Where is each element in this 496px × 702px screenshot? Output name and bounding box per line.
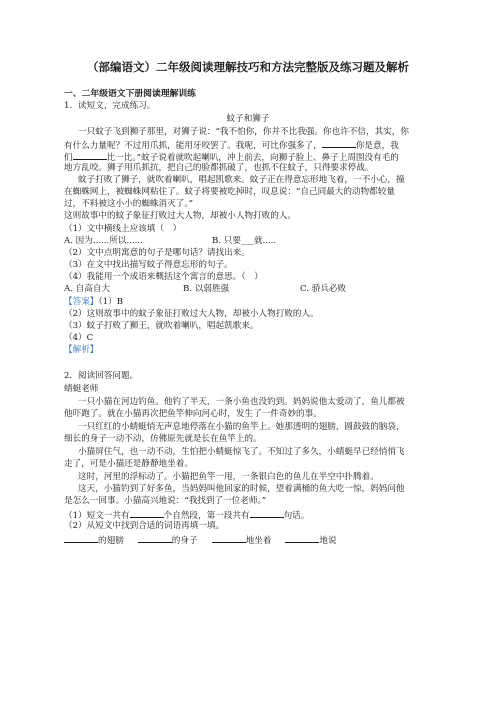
q1-sub2: （2）文中点明寓意的句子是哪句话？请找出来。	[64, 248, 250, 258]
answer-3: （3）蚊子打败了狮王，就吹着喇叭，唱起凯歌来。	[64, 321, 259, 331]
q2-intro: 2．阅读回答问题。	[64, 371, 139, 381]
q1-p1-line3-text: 比一比。”蚊子说着就吹起喇叭，冲上前去，向狮子脸上、鼻子上周围没有毛的	[106, 153, 399, 163]
page-title: （部编语文）二年级阅读理解技巧和方法完整版及练习题及解析	[87, 60, 409, 74]
q2-p1-line1: 一只小猫在河边钓鱼。他钓了半天，一条小鱼也没钓到。妈妈说他太爱动了，鱼儿都被	[78, 397, 405, 407]
analysis-tag: 【解析】	[64, 345, 99, 355]
q1-answer-line1	[64, 297, 123, 308]
fill-blank[interactable]	[212, 534, 246, 543]
q2-sub1-mid: 个自然段，第一段共有	[163, 511, 250, 521]
answer-1: （1）B	[98, 297, 124, 307]
fill-word-wings: 的翅膀	[98, 536, 124, 546]
q2-p2-line1: 一只红红的小蜻蜓悄无声息地停落在小猫的鱼竿上。她那透明的翅膀，圆鼓鼓的脑袋，	[78, 422, 405, 432]
q2-p4: 这时，河里的浮标动了。小猫把鱼竿一甩，一条银白色的鱼儿在半空中扑腾着。	[78, 472, 379, 482]
q2-p5-line2: 是怎么一回事。小猫高兴地说：“我找到了一位老师。”	[64, 496, 267, 506]
q1-p2-line2: 在蜘蛛网上，被蜘蛛网粘住了。蚊子将要被吃掉时，叹息说：“自己同最大的动物都较量	[64, 187, 395, 197]
q2-sub1-head: （1）短文一共有	[64, 511, 130, 521]
q2-sub1-tail: 句话。	[283, 511, 310, 521]
fill-blank[interactable]	[73, 151, 107, 160]
q2-p3-line1: 小猫屏住气，也一动不动，生怕把小蜻蜓惊飞了。不知过了多久，小蜻蜓早已经悄悄飞	[78, 447, 405, 457]
answer-2: （2）这则故事中的蚊子象征打败过大人物，却被小人物打败的人。	[64, 309, 319, 319]
q1-sub4: （4）我能用一个成语来概括这个寓言的意思。（ ）	[64, 272, 263, 282]
fill-word-say: 地说	[319, 536, 337, 546]
q1-p1-line2-text: 有什么力量呢？不过用爪抓，能用牙咬罢了。我呢，可比你强多了，	[64, 141, 322, 151]
q1-story-title: 蚊子和狮子	[226, 114, 270, 124]
q1-sub4-option-a: A. 自高自大	[64, 284, 111, 294]
answer-4: （4）C	[64, 333, 94, 343]
fill-word-sit: 地坐着	[245, 536, 272, 546]
q2-fill-row	[64, 534, 337, 547]
q2-p3-line2: 走了，可是小猫还是静静地坐着。	[64, 459, 193, 469]
q1-sub1: （1）文中横线上应该填（ ）	[64, 224, 182, 234]
q2-sub2: （2）从短文中找到合适的词语再填一填。	[64, 521, 225, 531]
q1-sub1-option-a: A. 因为......所以......	[64, 236, 143, 246]
fill-blank[interactable]	[130, 509, 164, 518]
fill-word-body: 的身子	[171, 536, 198, 546]
fill-blank[interactable]	[138, 534, 172, 543]
q1-sub4-option-c: C. 骄兵必败	[300, 284, 347, 294]
q1-p1-line2-tail: 你是意，我	[355, 141, 399, 151]
q1-p2-line3: 过，不料被这小小的蜘蛛消灭了。”	[64, 199, 194, 209]
q1-intro: 1．读短文，完成练习。	[64, 101, 156, 111]
q1-p1-line3-head: 们	[64, 153, 73, 163]
q1-p1-line4: 地方乱咬。狮子用爪抓抗，把自己的脸都抓破了，也抓不住蚊子，只得要求停战。	[64, 163, 374, 173]
fill-blank[interactable]	[322, 139, 356, 148]
q1-sub3: （3）在文中找出描写蚊子得意忘形的句子。	[64, 260, 233, 270]
q1-sub4-option-b: B. 以弱胜强	[183, 284, 230, 294]
q2-p1-line2: 他吓跑了。就在小猫再次把鱼竿伸向河心时，发生了一件奇妙的事。	[64, 409, 322, 419]
q1-sub1-option-b: B. 只要___就.....	[212, 236, 277, 246]
fill-blank[interactable]	[64, 534, 98, 543]
q2-p5-line1: 这天，小猫钓到了好多鱼，当妈妈叫他回家的时候，望着满桶的鱼大吃一惊，妈妈问他	[78, 484, 405, 494]
q1-p1-line1: 一只蚊子飞到狮子那里，对狮子说：“我不怕你，你并不比我强。你也许不信，其实，你	[78, 127, 409, 137]
q2-story-title: 蜻蜓老师	[64, 384, 99, 394]
fill-blank[interactable]	[285, 534, 319, 543]
q1-p3: 这则故事中的蚊子象征打败过大人物，却被小人物打败的人。	[64, 211, 297, 221]
section-heading: 一、二年级语文下册阅读理解训练	[64, 89, 196, 99]
q2-p2-line2: 细长的身子一动不动，仿佛原先就是长在鱼竿上的。	[64, 434, 262, 444]
answer-tag: 【答案】	[64, 297, 99, 307]
fill-blank[interactable]	[250, 509, 284, 518]
q1-p2-line1: 蚊子打败了狮子，就吹着喇叭，唱起凯歌来。蚊子正在得意忘形地飞着，一不小心，撞	[78, 175, 405, 185]
